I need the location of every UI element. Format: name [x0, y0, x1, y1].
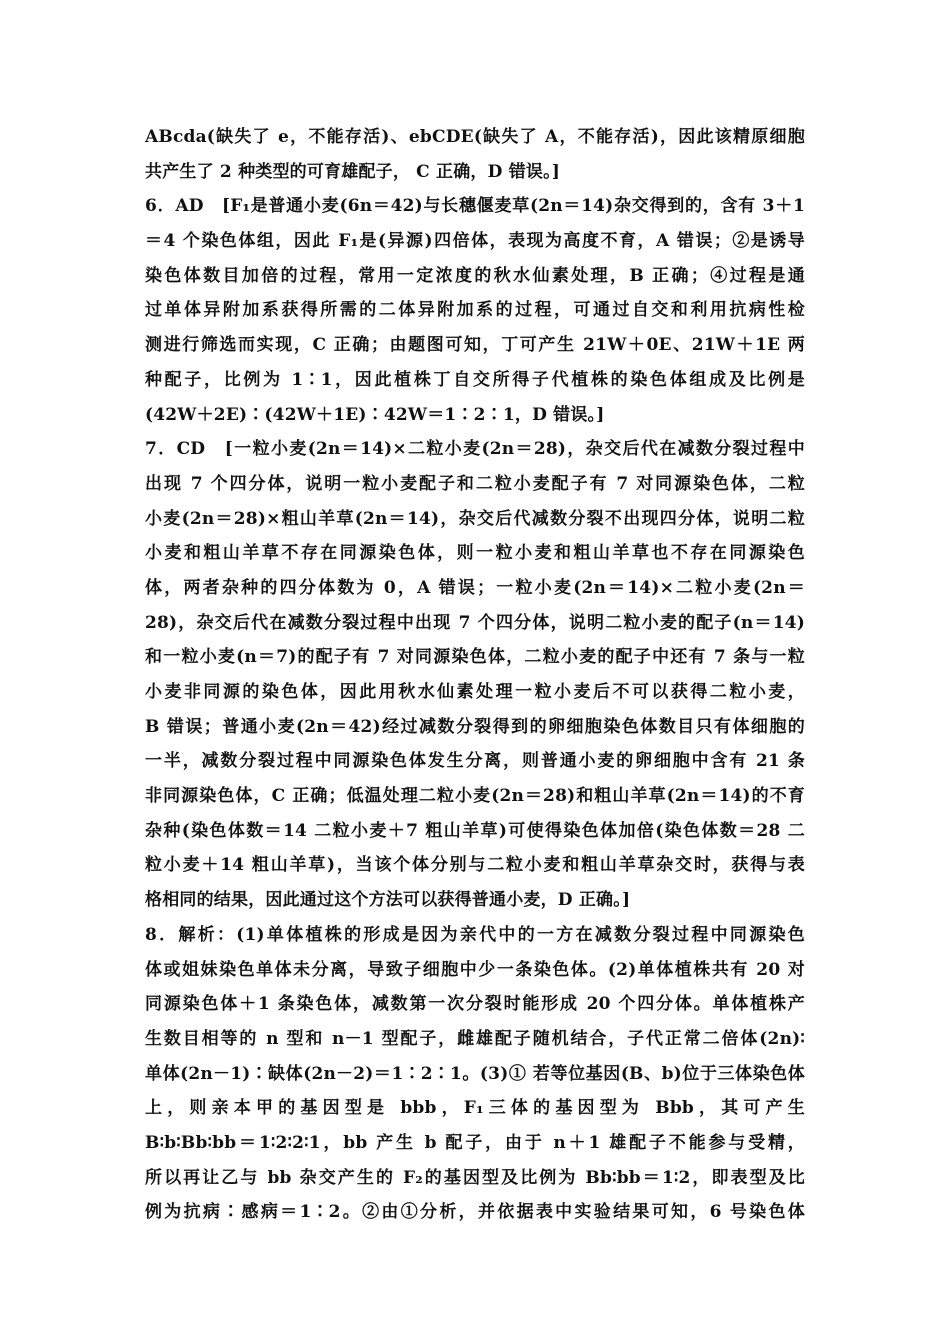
text-line: B∶b∶Bb∶bb＝1∶2∶2∶1，bb 产生 b 配子，由于 n＋1 雄配子不能参与受精， — [145, 1132, 805, 1153]
text-line: 染色体数目加倍的过程，常用一定浓度的秋水仙素处理，B 正确；④过程是通 — [145, 265, 805, 286]
text-line: 小麦和粗山羊草不存在同源染色体，则一粒小麦和粗山羊草也不存在同源染色 — [145, 543, 805, 564]
text-line: 和一粒小麦(n＝7)的配子有 7 对同源染色体，二粒小麦的配子中还有 7 条与一粒 — [145, 647, 805, 668]
text-line: 8．解析：(1)单体植株的形成是因为亲代中的一方在减数分裂过程中同源染色 — [145, 924, 805, 945]
text-line: 出现 7 个四分体，说明一粒小麦配子和二粒小麦配子有 7 对同源染色体，二粒 — [145, 473, 805, 494]
text-line: 过单体异附加系获得所需的二体异附加系的过程，可通过自交和利用抗病性检 — [145, 300, 805, 321]
text-line: 种配子，比例为 1∶1，因此植株丁自交所得子代植株的染色体组成及比例是 — [145, 369, 805, 390]
text-line: 同源染色体＋1 条染色体，减数第一次分裂时能形成 20 个四分体。单体植株产 — [145, 994, 805, 1015]
text-line: 7．CD [一粒小麦(2n＝14)×二粒小麦(2n＝28)，杂交后代在减数分裂过程中 — [145, 439, 805, 460]
text-line: 小麦非同源的染色体，因此用秋水仙素处理一粒小麦后不可以获得二粒小麦， — [145, 682, 805, 702]
text-line: 28)，杂交后代在减数分裂过程中出现 7 个四分体，说明二粒小麦的配子(n＝14) — [145, 612, 805, 633]
text-line: 小麦(2n＝28)×粗山羊草(2n＝14)，杂交后代减数分裂不出现四分体，说明二粒 — [145, 508, 805, 529]
text-line: B 错误；普通小麦(2n＝42)经过减数分裂得到的卵细胞染色体数目只有体细胞的 — [145, 716, 805, 737]
text-line: 生数目相等的 n 型和 n－1 型配子，雌雄配子随机结合，子代正常二倍体(2n)∶ — [145, 1028, 805, 1049]
text-line: 体，两者杂种的四分体数为 0，A 错误；一粒小麦(2n＝14)×二粒小麦(2n＝ — [145, 577, 805, 598]
answer-text-block — [145, 120, 805, 1230]
text-line: 例为抗病∶感病＝1∶2。②由①分析，并依据表中实验结果可知，6 号染色体 — [145, 1202, 805, 1223]
text-line: 共产生了 2 种类型的可育雄配子， C 正确，D 错误。] — [145, 161, 561, 182]
text-line: 6．AD [F₁是普通小麦(6n＝42)与长穗偃麦草(2n＝14)杂交得到的，含有 3＋1 — [145, 196, 805, 217]
text-line: 所以再让乙与 bb 杂交产生的 F₂的基因型及比例为 Bb∶bb＝1∶2，即表型及比 — [145, 1167, 805, 1188]
text-line: 格相同的结果，因此通过这个方法可以获得普通小麦，D 正确。] — [145, 890, 631, 911]
text-line: 体或姐妹染色单体未分离，导致子细胞中少一条染色体。(2)单体植株共有 20 对 — [145, 959, 805, 980]
text-line: ＝4 个染色体组，因此 F₁是(异源)四倍体，表现为高度不育，A 错误；②是诱导 — [145, 231, 805, 252]
text-line: 粒小麦＋14 粗山羊草)，当该个体分别与二粒小麦和粗山羊草杂交时，获得与表 — [145, 855, 805, 876]
text-line: (42W＋2E)∶(42W＋1E)∶42W＝1∶2∶1，D 错误。] — [145, 404, 605, 425]
text-line: 非同源染色体，C 正确；低温处理二粒小麦(2n＝28)和粗山羊草(2n＝14)的不育 — [145, 786, 805, 807]
text-line: 一半，减数分裂过程中同源染色体发生分离，则普通小麦的卵细胞中含有 21 条 — [145, 751, 805, 772]
text-line: 测进行筛选而实现，C 正确；由题图可知，丁可产生 21W＋0E、21W＋1E 两 — [145, 335, 805, 356]
text-line: 上，则亲本甲的基因型是 bbb，F₁三体的基因型为 Bbb，其可产生 — [145, 1098, 805, 1119]
text-line: 单体(2n－1)∶缺体(2n－2)＝1∶2∶1。(3)① 若等位基因(B、b)位于三体染色体 — [145, 1063, 805, 1084]
text-line: 杂种(染色体数＝14 二粒小麦＋7 粗山羊草)可使得染色体加倍(染色体数＝28 二 — [145, 820, 805, 841]
text-line: ABcda(缺失了 e，不能存活)、ebCDE(缺失了 A，不能存活)，因此该精原细胞 — [145, 127, 805, 147]
